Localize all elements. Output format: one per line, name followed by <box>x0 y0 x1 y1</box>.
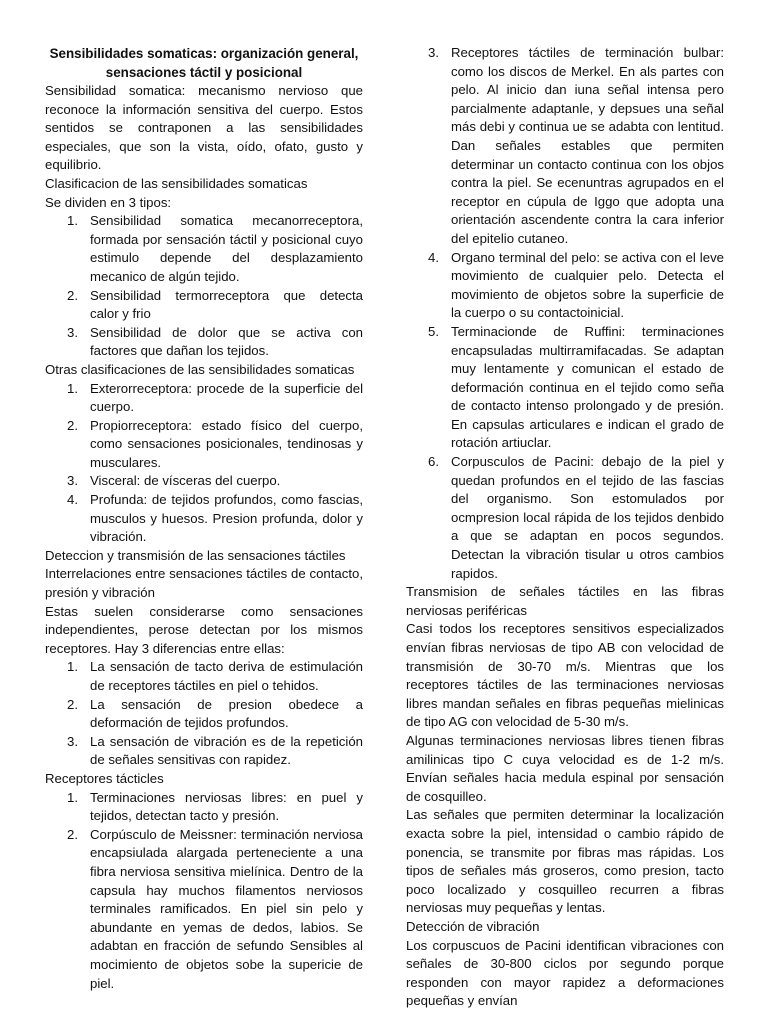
list-text: Profunda: de tejidos profundos, como fascias, musculos y huesos. Presion profunda, dolor y vibración. <box>90 492 363 545</box>
list-text: Terminaciones nerviosas libres: en puel y tejidos, detectan tacto y presión. <box>90 789 363 824</box>
list-receptores-left <box>45 789 363 994</box>
list-item <box>406 453 724 583</box>
paragraph-algunas: Algunas terminaciones nerviosas libres tienen fibras amilinicas tipo C cuya velocidad es de 1-2 m/s. Envían señales hacia medula espinal por sensación de cosquilleo. <box>406 732 724 804</box>
heading-otras-clasificaciones: Otras clasificaciones de las sensibilidades somaticas <box>45 361 355 377</box>
list-item <box>45 696 363 733</box>
list-number: 3. <box>67 473 78 489</box>
list-number: 5. <box>428 323 439 339</box>
list-text: Propiorreceptora: estado físico del cuerpo, como sensaciones posicionales, tendinosas y musculares. <box>90 417 363 470</box>
heading-deteccion: Deteccion y transmisión de las sensaciones táctiles <box>45 547 346 563</box>
left-column <box>45 44 363 993</box>
list-number: 2. <box>67 287 78 303</box>
list-item <box>45 212 363 286</box>
list-text: Corpúsculo de Meissner: terminación nerviosa encapsiulada alargada perteneciente a una fibra nerviosa sensitiva mielínica. Dentro de la capsula hay muchos filamentos nerviosos terminales ramificados. En piel sin pelo y abundante en yemas de dedos, labios. Se adabtan en fracción de sefundo Sensibles al mocimiento de objetos sobe la supericie de piel. <box>90 826 363 991</box>
list-item <box>45 380 363 417</box>
list-item <box>406 323 724 453</box>
list-item <box>45 491 363 547</box>
list-item <box>45 826 363 993</box>
heading-receptores: Receptores tácticles <box>45 770 164 786</box>
paragraph-definition: Sensibilidad somatica: mecanismo nervioso que reconoce la información sensitiva del cuerpo. Estos sentidos se contraponen a las sensibilidades especiales, que son la vista, oído, ofato, gusto y equilibrio. <box>45 83 363 173</box>
list-number: 4. <box>67 492 78 508</box>
list-number: 1. <box>67 659 78 675</box>
list-item <box>45 287 363 324</box>
list-number: 1. <box>67 380 78 396</box>
list-text: Exterorreceptora: procede de la superficie del cuerpo. <box>90 380 363 415</box>
list-text: La sensación de tacto deriva de estimulación de receptores táctiles en piel o tehidos. <box>90 659 363 693</box>
list-item <box>45 789 363 826</box>
list-text: Terminacionde de Ruffini: terminaciones encapsuladas multirramifacadas. Se adaptan muy lentamente y comunican el estado de deformación continua en el tejido como seña de contacto intenso prolongado y de presión. En capsulas articulares e indican el grado de rotación artiuclar. <box>451 323 724 451</box>
heading-transmision: Transmision de señales táctiles en las fibras nerviosas periféricas <box>406 584 724 618</box>
list-number: 1. <box>67 213 78 229</box>
list-number: 3. <box>428 45 439 60</box>
right-column <box>406 44 724 1011</box>
list-number: 4. <box>428 249 439 265</box>
list-text: La sensación de presion obedece a deformación de tejidos profundos. <box>90 696 363 731</box>
heading-interrelaciones: Interrelaciones entre sensaciones táctiles de contacto, presión y vibración <box>45 566 363 601</box>
list-item <box>45 324 363 361</box>
list-receptores-right <box>406 44 724 583</box>
list-number: 3. <box>67 324 78 340</box>
list-item <box>45 417 363 473</box>
paragraph-tipos: Se dividen en 3 tipos: <box>45 194 172 210</box>
paragraph-senales: Las señales que permiten determinar la localización exacta sobre la piel, intensidad o cambio rápido de ponencia, se transmite por fibras mas rápidas. Los tipos de señales más groseros, como presion, tacto poco localizado y cosquilleo recurren a fibras nerviosas muy pequeñas y lentas. <box>406 807 724 916</box>
list-text: La sensación de vibración es de la repetición de señales sensitivas con rapidez. <box>90 733 363 768</box>
heading-deteccion-vibracion: Detección de vibración <box>406 918 540 934</box>
list-item <box>45 472 363 491</box>
list-text: Receptores táctiles de terminación bulbar: como los discos de Merkel. En als partes con pelo. Al inicio dan iuna señal intensa pero parcialmente adaptanle, y depsues una señal más debi y continua ue se adabta con lentitud. Dan señales estables que permiten determinar un contacto continua con los objos contra la piel. Se ecenuntras agrupados en el receptor en cúpula de Iggo que adopta una orientación ascendente contra la cara inferior del epitelio cutaneo. <box>451 45 724 246</box>
list-item <box>45 658 363 695</box>
list-text: Sensibilidad de dolor que se activa con factores que dañan los tejidos. <box>90 324 363 359</box>
paragraph-casi-todos: Casi todos los receptores sensitivos especializados envían fibras nerviosas de tipo AB con velocidad de transmisión de 30-70 m/s. Mientras que los receptores táctiles de las terminaciones nerviosas libres mandan señales en fibras pequeñas mielinicas de tipo AG con velocidad de 5-30 m/s. <box>406 621 724 730</box>
list-item <box>406 44 724 249</box>
list-text: Organo terminal del pelo: se activa con el leve movimiento de cualquier pelo. Detecta el movimiento de objetos sobre la superficie de la cuerpo o su contactoinicial. <box>451 249 724 321</box>
document-title: Sensibilidades somaticas: organización general, sensaciones táctil y posicional <box>49 46 359 80</box>
list-text: Sensibilidad somatica mecanorreceptora, formada por sensación táctil y posicional cuyo estimulo depende del desplazamiento mecanico de algún tejido. <box>90 213 363 284</box>
list-text: Corpusculos de Pacini: debajo de la piel y quedan profundos en el tejido de las fascias del organismo. Son estomulados por ocmpresion local rápida de los tejidos denbido a que se adaptan en pocos segundos. Detectan la vibración tisular u otros cambios rapidos. <box>451 454 724 581</box>
list-text: Sensibilidad termorreceptora que detecta calor y frio <box>90 287 363 322</box>
list-number: 6. <box>428 454 439 470</box>
list-item <box>45 733 363 770</box>
paragraph-estas: Estas suelen considerarse como sensaciones independientes, perose detectan por los mismos receptores. Hay 3 diferencias entre ellas: <box>45 603 363 656</box>
paragraph-corpusculos: Los corpuscuos de Pacini identifican vibraciones con señales de 30-800 ciclos por segundo porque responden con mayor rapidez a deformaciones pequeñas y envían <box>406 937 724 1009</box>
list-number: 2. <box>67 826 78 842</box>
heading-clasificacion: Clasificacion de las sensibilidades somaticas <box>45 175 308 191</box>
list-tipos <box>45 212 363 361</box>
list-number: 1. <box>67 789 78 805</box>
list-number: 2. <box>67 696 78 712</box>
list-number: 3. <box>67 733 78 749</box>
list-number: 2. <box>67 417 78 433</box>
list-text: Visceral: de vísceras del cuerpo. <box>90 473 281 489</box>
list-item <box>406 249 724 323</box>
list-otras <box>45 380 363 547</box>
list-diferencias <box>45 658 363 770</box>
